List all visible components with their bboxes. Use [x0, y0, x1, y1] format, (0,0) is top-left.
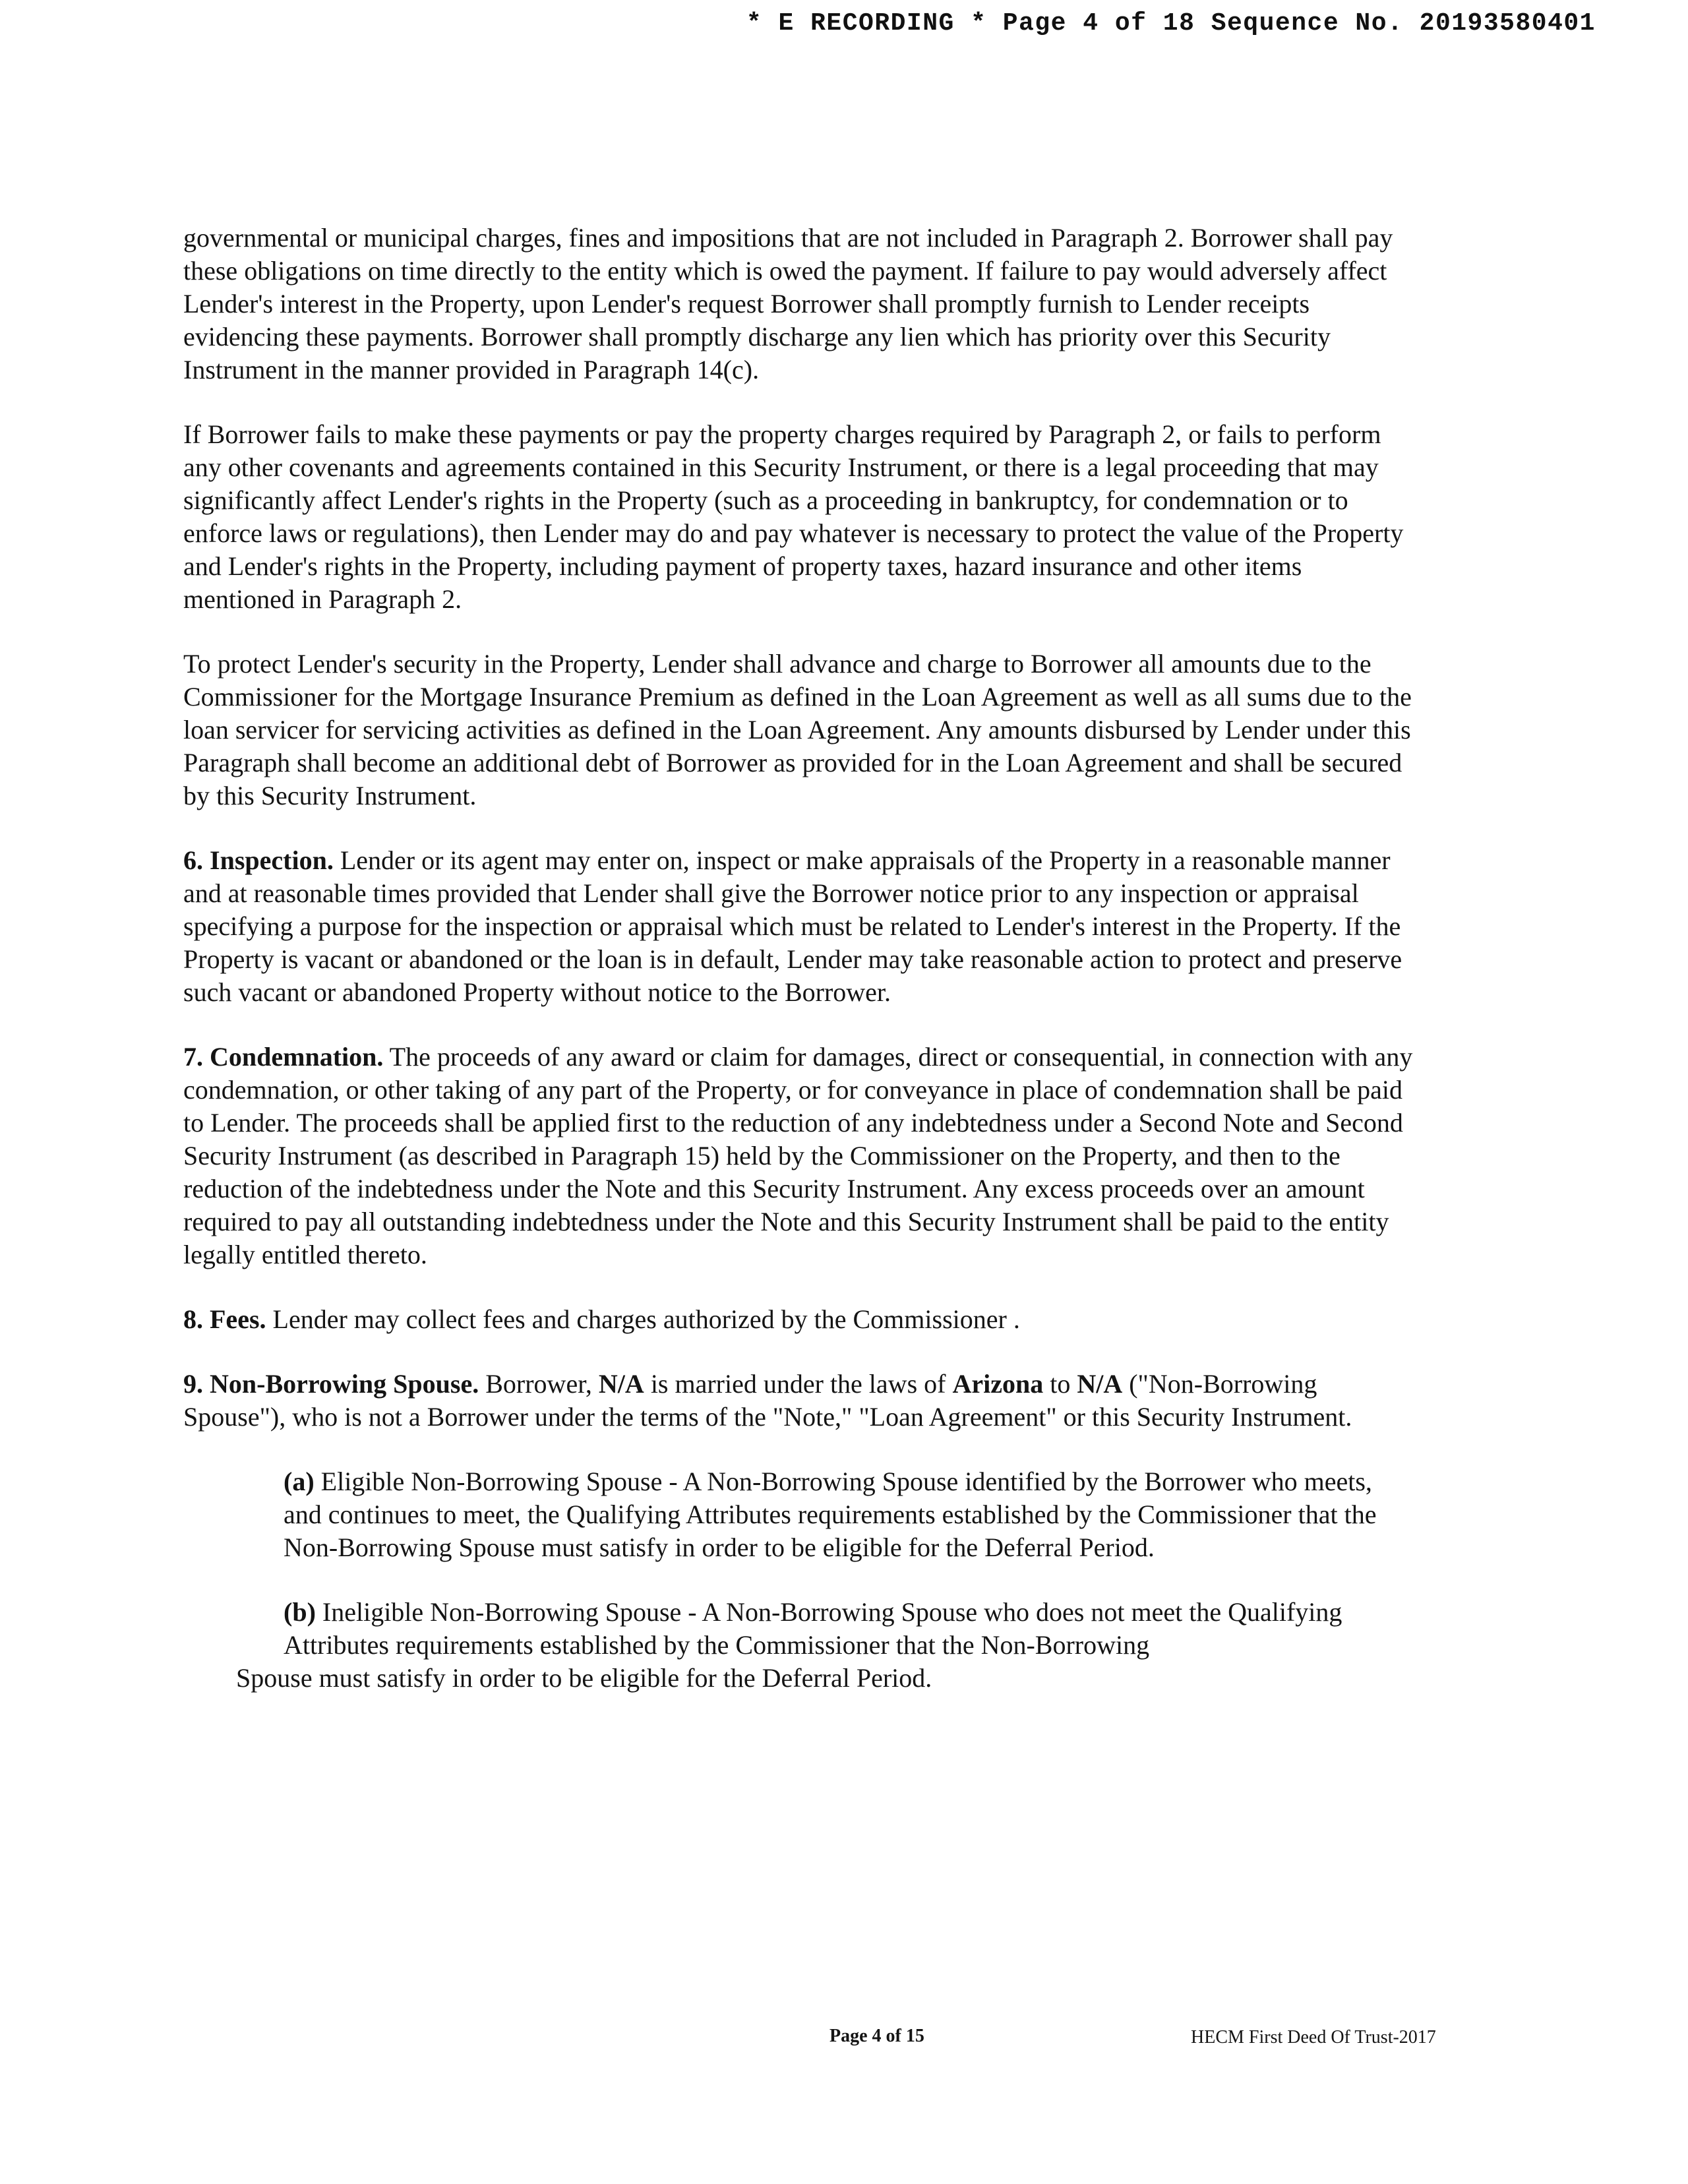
spouse-text-4: ("Non-Borrowing Spouse"), who is not a Borrower under the terms of the "Note," "Loan Agreement" or this Security Instrument. — [183, 1369, 1352, 1432]
paragraph-charges: governmental or municipal charges, fines and impositions that are not included in Paragraph 2. Borrower shall pay these obligations on time directly to the entity which is owed the payment. If failure to pay would adversely affect Lender's interest in the Property, upon Lender's request Borrower shall promptly furnish to Lender receipts evidencing these payments. Borrower shall promptly discharge any lien which has priority over this Security Instrument in the manner provided in Paragraph 14(c). — [183, 223, 1393, 384]
section-condemnation-text: The proceeds of any award or claim for damages, direct or consequential, in connection with any condemnation, or other taking of any part of the Property, or for conveyance in place of condemnation shall be paid to Lender. The proceeds shall be applied first to the reduction of any indebtedness under a Second Note and Second Security Instrument (as described in Paragraph 15) held by the Commissioner on the Property, and then to the reduction of the indebtedness under the Note and this Security Instrument. Any excess proceeds over an amount required to pay all outstanding indebtedness under the Note and this Security Instrument shall be paid to the entity legally entitled thereto. — [183, 1042, 1413, 1269]
spouse-name: N/A — [1077, 1369, 1123, 1399]
section-fees-heading: 8. Fees. — [183, 1304, 266, 1334]
spouse-text-1: Borrower, — [485, 1369, 592, 1399]
spouse-borrower-name: N/A — [598, 1369, 644, 1399]
subsection-a-text: Eligible Non-Borrowing Spouse - A Non-Borrowing Spouse identified by the Borrower who meets, and continues to meet, the Qualifying Attributes requirements established by the Commissioner that the Non-Borrowing Spouse must satisfy in order to be eligible for the Deferral Period. — [284, 1467, 1377, 1562]
document-body — [183, 222, 1416, 1695]
subsection-b-text-2: Spouse must satisfy in order to be eligible for the Deferral Period. — [236, 1663, 932, 1693]
spouse-state: Arizona — [952, 1369, 1044, 1399]
paragraph-protect-security: To protect Lender's security in the Property, Lender shall advance and charge to Borrower all amounts due to the Commissioner for the Mortgage Insurance Premium as defined in the Loan Agreement as well as all sums due to the loan servicer for servicing activities as defined in the Loan Agreement. Any amounts disbursed by Lender under this Paragraph shall become an additional debt of Borrower as provided for in the Loan Agreement and shall be secured by this Security Instrument. — [183, 649, 1412, 810]
spouse-text-2: is married under the laws of — [650, 1369, 946, 1399]
section-inspection-heading: 6. Inspection. — [183, 845, 334, 875]
section-fees-text: Lender may collect fees and charges authorized by the Commissioner . — [272, 1304, 1020, 1334]
section-inspection-text: Lender or its agent may enter on, inspect or make appraisals of the Property in a reasonable manner and at reasonable times provided that Lender shall give the Borrower notice prior to any inspection or appraisal specifying a purpose for the inspection or appraisal which must be related to Lender's interest in the Property. If the Property is vacant or abandoned or the loan is in default, Lender may take reasonable action to protect and preserve such vacant or abandoned Property without notice to the Borrower. — [183, 845, 1402, 1007]
section-spouse-heading: 9. Non-Borrowing Spouse. — [183, 1369, 479, 1399]
section-non-borrowing-spouse — [183, 1368, 1416, 1434]
section-inspection — [183, 844, 1416, 1009]
subsection-eligible-spouse — [284, 1465, 1378, 1564]
recording-header: * E RECORDING * Page 4 of 18 Sequence No. 20193580401 — [746, 9, 1596, 38]
subsection-a-label: (a) — [284, 1467, 315, 1496]
subsection-b-label: (b) — [284, 1597, 316, 1627]
section-fees — [183, 1303, 1416, 1336]
footer-document-title: HECM First Deed Of Trust-2017 — [1191, 2027, 1436, 2048]
footer-page-number: Page 4 of 15 — [829, 2026, 924, 2046]
section-condemnation — [183, 1041, 1416, 1271]
paragraph-borrower-fails: If Borrower fails to make these payments or pay the property charges required by Paragraph 2, or fails to perform any other covenants and agreements contained in this Security Instrument, or there is a legal proceeding that may significantly affect Lender's rights in the Property (such as a proceeding in bankruptcy, for condemnation or to enforce laws or regulations), then Lender may do and pay whatever is necessary to protect the value of the Property and Lender's rights in the Property, including payment of property taxes, hazard insurance and other items mentioned in Paragraph 2. — [183, 419, 1404, 614]
subsection-b-text-1: Ineligible Non-Borrowing Spouse - A Non-Borrowing Spouse who does not meet the Qualifying Attributes requirements established by the Commissioner that the Non-Borrowing — [284, 1597, 1342, 1660]
spouse-text-3: to — [1050, 1369, 1071, 1399]
subsection-ineligible-spouse — [236, 1596, 1416, 1695]
section-condemnation-heading: 7. Condemnation. — [183, 1042, 384, 1072]
subsection-b-first — [284, 1596, 1416, 1662]
